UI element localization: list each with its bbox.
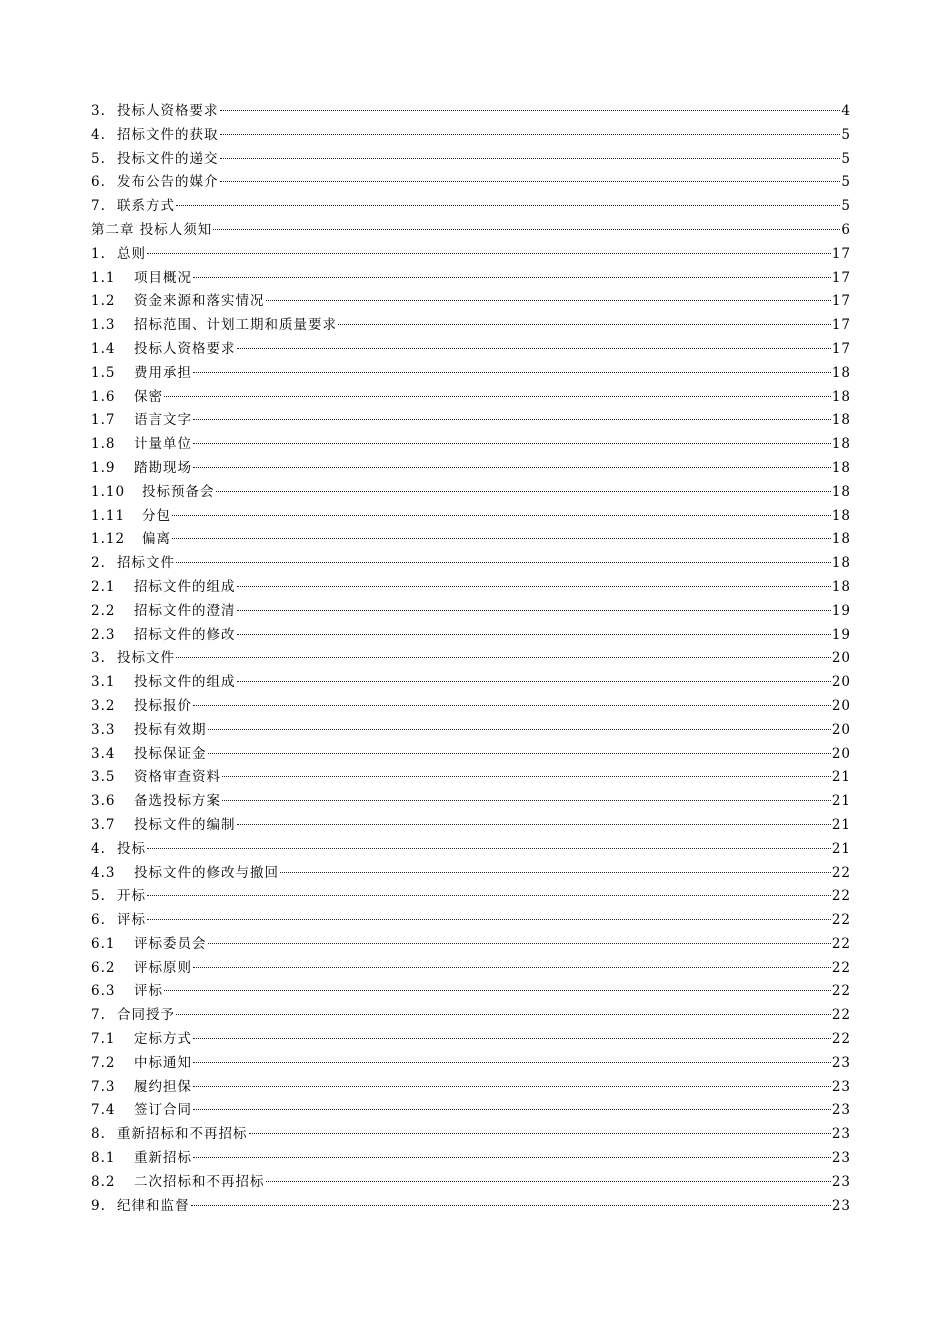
toc-entry[interactable]	[91, 362, 851, 386]
toc-entry-title: 开标	[117, 888, 146, 905]
toc-entry[interactable]	[91, 1076, 851, 1100]
toc-entry-title: 二次招标和不再招标	[134, 1173, 265, 1190]
table-of-contents	[91, 100, 851, 1218]
toc-entry-title: 费用承担	[134, 364, 192, 381]
toc-entry-title: 计量单位	[134, 436, 192, 453]
toc-entry-page-number: 18	[831, 531, 851, 548]
toc-entry-number: 6.	[91, 912, 106, 929]
toc-entry-page-number: 22	[831, 864, 851, 881]
toc-entry-page-number: 21	[831, 793, 851, 810]
toc-entry[interactable]	[91, 624, 851, 648]
toc-dot-leader	[191, 1205, 831, 1206]
toc-dot-leader	[237, 348, 831, 349]
toc-entry[interactable]	[91, 219, 851, 243]
toc-entry-number: 4.	[91, 126, 106, 143]
toc-entry-page-number: 22	[831, 1007, 851, 1024]
toc-dot-leader	[193, 419, 831, 420]
toc-entry[interactable]	[91, 171, 851, 195]
toc-entry-number: 7.	[91, 198, 106, 215]
toc-dot-leader	[147, 253, 831, 254]
toc-entry-number: 6.	[91, 174, 106, 191]
toc-entry[interactable]	[91, 814, 851, 838]
toc-dot-leader	[216, 491, 831, 492]
toc-entry[interactable]	[91, 314, 851, 338]
toc-entry-page-number: 18	[831, 388, 851, 405]
toc-entry[interactable]	[91, 267, 851, 291]
toc-entry[interactable]	[91, 1171, 851, 1195]
toc-entry-title: 合同授予	[117, 1007, 175, 1024]
toc-entry-number: 1.9	[91, 459, 116, 476]
toc-entry-page-number: 22	[831, 935, 851, 952]
toc-entry-page-number: 21	[831, 769, 851, 786]
toc-entry-page-number: 22	[831, 888, 851, 905]
toc-entry-page-number: 20	[831, 721, 851, 738]
toc-entry[interactable]	[91, 552, 851, 576]
toc-entry-number: 8.1	[91, 1150, 116, 1167]
toc-entry-page-number: 21	[831, 840, 851, 857]
toc-entry-title: 资金来源和落实情况	[134, 293, 265, 310]
toc-entry-title: 履约担保	[134, 1078, 192, 1095]
toc-entry-page-number: 6	[841, 221, 851, 238]
toc-entry[interactable]	[91, 1147, 851, 1171]
toc-entry[interactable]	[91, 576, 851, 600]
toc-entry-page-number: 23	[831, 1078, 851, 1095]
toc-entry-title: 招标文件的澄清	[134, 602, 236, 619]
toc-entry-title: 投标报价	[134, 697, 192, 714]
toc-entry-page-number: 5	[841, 150, 851, 167]
toc-entry-page-number: 20	[831, 650, 851, 667]
toc-entry-page-number: 23	[831, 1126, 851, 1143]
toc-entry-page-number: 20	[831, 674, 851, 691]
toc-entry-number: 7.1	[91, 1031, 116, 1048]
toc-entry-title: 招标文件的获取	[117, 126, 219, 143]
toc-entry-title: 投标文件的修改与撤回	[134, 864, 279, 881]
toc-entry-number: 3.5	[91, 769, 116, 786]
toc-entry-title: 第二章 投标人须知	[91, 221, 213, 238]
toc-entry-title: 重新招标	[134, 1150, 192, 1167]
toc-dot-leader	[193, 1062, 831, 1063]
toc-entry-title: 投标人资格要求	[117, 103, 219, 119]
toc-entry[interactable]	[91, 1195, 851, 1219]
toc-entry-title: 投标文件的组成	[134, 674, 236, 691]
toc-dot-leader	[172, 538, 831, 539]
toc-entry-page-number: 23	[831, 1150, 851, 1167]
toc-entry[interactable]	[91, 862, 851, 886]
toc-entry[interactable]	[91, 505, 851, 529]
toc-entry-number: 3.	[91, 650, 106, 667]
toc-entry-page-number: 18	[831, 436, 851, 453]
toc-entry[interactable]	[91, 600, 851, 624]
toc-entry-number: 9.	[91, 1197, 106, 1214]
toc-entry-page-number: 17	[831, 269, 851, 286]
toc-entry-title: 招标范围、计划工期和质量要求	[134, 317, 337, 334]
toc-dot-leader	[237, 681, 831, 682]
toc-entry-page-number: 4	[841, 103, 851, 119]
toc-entry-number: 3.	[91, 103, 106, 119]
toc-dot-leader	[266, 1181, 831, 1182]
toc-entry-number: 1.2	[91, 293, 116, 310]
toc-entry[interactable]	[91, 481, 851, 505]
toc-entry-number: 7.3	[91, 1078, 116, 1095]
toc-entry-number: 7.4	[91, 1102, 116, 1119]
toc-dot-leader	[213, 229, 840, 230]
toc-entry-number: 7.2	[91, 1054, 116, 1071]
toc-entry-page-number: 22	[831, 912, 851, 929]
toc-dot-leader	[193, 443, 831, 444]
toc-entry-number: 8.	[91, 1126, 106, 1143]
toc-entry-page-number: 22	[831, 959, 851, 976]
toc-entry-number: 1.4	[91, 340, 116, 357]
toc-dot-leader	[208, 943, 831, 944]
toc-entry-title: 分包	[142, 507, 171, 524]
toc-entry-number: 2.	[91, 555, 106, 572]
toc-entry-title: 评标	[117, 912, 146, 929]
toc-entry[interactable]	[91, 671, 851, 695]
toc-entry-title: 语言文字	[134, 412, 192, 429]
toc-entry-title: 投标人资格要求	[134, 340, 236, 357]
toc-dot-leader	[176, 657, 831, 658]
toc-entry[interactable]	[91, 743, 851, 767]
toc-entry-title: 中标通知	[134, 1054, 192, 1071]
toc-entry[interactable]	[91, 719, 851, 743]
toc-entry[interactable]	[91, 195, 851, 219]
toc-dot-leader	[237, 634, 831, 635]
toc-entry[interactable]	[91, 409, 851, 433]
toc-dot-leader	[193, 967, 831, 968]
toc-dot-leader	[249, 1133, 831, 1134]
toc-entry[interactable]	[91, 1052, 851, 1076]
toc-dot-leader	[147, 848, 831, 849]
toc-entry-title: 评标原则	[134, 959, 192, 976]
toc-entry-page-number: 5	[841, 174, 851, 191]
toc-entry-number: 1.3	[91, 317, 116, 334]
toc-entry[interactable]	[91, 100, 851, 124]
toc-dot-leader	[220, 110, 841, 111]
toc-dot-leader	[237, 824, 831, 825]
toc-dot-leader	[147, 895, 831, 896]
toc-entry-title: 投标预备会	[142, 483, 215, 500]
toc-entry-title: 踏勘现场	[134, 459, 192, 476]
toc-entry-title: 投标文件	[117, 650, 175, 667]
toc-entry-number: 3.4	[91, 745, 116, 762]
toc-entry-page-number: 19	[831, 602, 851, 619]
toc-dot-leader	[164, 396, 831, 397]
toc-entry[interactable]	[91, 766, 851, 790]
toc-entry-title: 保密	[134, 388, 163, 405]
toc-entry-title: 总则	[117, 245, 146, 262]
toc-entry-title: 投标文件的编制	[134, 816, 236, 833]
toc-entry-number: 1.11	[91, 507, 126, 524]
toc-entry-page-number: 22	[831, 983, 851, 1000]
toc-entry[interactable]	[91, 1004, 851, 1028]
toc-entry-number: 6.2	[91, 959, 116, 976]
toc-entry-page-number: 23	[831, 1197, 851, 1214]
toc-entry-page-number: 20	[831, 745, 851, 762]
toc-entry-number: 1.1	[91, 269, 116, 286]
toc-entry-title: 资格审查资料	[134, 769, 221, 786]
toc-entry-title: 招标文件	[117, 555, 175, 572]
toc-entry[interactable]	[91, 885, 851, 909]
toc-entry-page-number: 20	[831, 697, 851, 714]
toc-entry-number: 2.3	[91, 626, 116, 643]
toc-entry-number: 6.3	[91, 983, 116, 1000]
toc-dot-leader	[164, 990, 831, 991]
toc-entry-title: 签订合同	[134, 1102, 192, 1119]
toc-entry-page-number: 17	[831, 293, 851, 310]
toc-entry-page-number: 23	[831, 1054, 851, 1071]
toc-entry[interactable]	[91, 790, 851, 814]
toc-entry[interactable]	[91, 290, 851, 314]
toc-entry[interactable]	[91, 909, 851, 933]
toc-dot-leader	[208, 753, 831, 754]
toc-entry-number: 3.1	[91, 674, 116, 691]
toc-entry-title: 重新招标和不再招标	[117, 1126, 248, 1143]
toc-entry[interactable]	[91, 695, 851, 719]
toc-entry-title: 纪律和监督	[117, 1197, 190, 1214]
toc-entry-number: 2.2	[91, 602, 116, 619]
toc-dot-leader	[193, 277, 831, 278]
toc-entry[interactable]	[91, 1099, 851, 1123]
toc-dot-leader	[176, 1014, 831, 1015]
toc-entry-title: 投标保证金	[134, 745, 207, 762]
toc-entry-number: 3.6	[91, 793, 116, 810]
toc-entry-number: 3.2	[91, 697, 116, 714]
toc-entry[interactable]	[91, 457, 851, 481]
toc-entry[interactable]	[91, 1028, 851, 1052]
toc-entry-page-number: 18	[831, 507, 851, 524]
toc-dot-leader	[338, 324, 831, 325]
toc-entry-number: 1.12	[91, 531, 126, 548]
toc-entry-title: 定标方式	[134, 1031, 192, 1048]
toc-dot-leader	[193, 1157, 831, 1158]
toc-entry[interactable]	[91, 933, 851, 957]
toc-entry-page-number: 23	[831, 1102, 851, 1119]
toc-entry-title: 备选投标方案	[134, 793, 221, 810]
toc-entry[interactable]	[91, 433, 851, 457]
toc-dot-leader	[220, 181, 841, 182]
toc-entry[interactable]	[91, 148, 851, 172]
toc-entry-page-number: 18	[831, 412, 851, 429]
toc-entry-number: 5.	[91, 150, 106, 167]
toc-entry-page-number: 17	[831, 245, 851, 262]
toc-entry-title: 招标文件的组成	[134, 578, 236, 595]
toc-entry-title: 投标	[117, 840, 146, 857]
toc-entry-number: 1.10	[91, 483, 126, 500]
toc-dot-leader	[280, 872, 831, 873]
toc-entry-title: 偏离	[142, 531, 171, 548]
toc-dot-leader	[193, 705, 831, 706]
toc-dot-leader	[193, 1086, 831, 1087]
toc-entry-title: 项目概况	[134, 269, 192, 286]
toc-entry-number: 4.3	[91, 864, 116, 881]
toc-dot-leader	[208, 729, 831, 730]
toc-entry-page-number: 18	[831, 364, 851, 381]
toc-entry-page-number: 19	[831, 626, 851, 643]
toc-entry-page-number: 22	[831, 1031, 851, 1048]
toc-entry[interactable]	[91, 338, 851, 362]
toc-dot-leader	[237, 586, 831, 587]
toc-dot-leader	[222, 776, 831, 777]
toc-entry[interactable]	[91, 528, 851, 552]
toc-dot-leader	[176, 562, 831, 563]
toc-dot-leader	[220, 134, 841, 135]
toc-entry-title: 评标委员会	[134, 935, 207, 952]
toc-entry-page-number: 23	[831, 1173, 851, 1190]
toc-entry-page-number: 18	[831, 578, 851, 595]
toc-entry-number: 1.	[91, 245, 106, 262]
toc-entry-number: 1.8	[91, 436, 116, 453]
toc-entry-number: 2.1	[91, 578, 116, 595]
toc-entry[interactable]	[91, 386, 851, 410]
toc-dot-leader	[193, 1038, 831, 1039]
toc-entry-page-number: 18	[831, 555, 851, 572]
toc-entry-page-number: 17	[831, 317, 851, 334]
toc-entry-page-number: 5	[841, 126, 851, 143]
toc-dot-leader	[266, 300, 831, 301]
toc-entry-title: 发布公告的媒介	[117, 174, 219, 191]
toc-dot-leader	[176, 205, 840, 206]
toc-entry-title: 投标文件的递交	[117, 150, 219, 167]
toc-entry-number: 1.5	[91, 364, 116, 381]
toc-entry[interactable]	[91, 243, 851, 267]
toc-dot-leader	[172, 515, 831, 516]
toc-entry-number: 3.3	[91, 721, 116, 738]
toc-dot-leader	[237, 610, 831, 611]
toc-entry-title: 评标	[134, 983, 163, 1000]
toc-entry-number: 6.1	[91, 935, 116, 952]
toc-entry-page-number: 5	[841, 198, 851, 215]
toc-entry-page-number: 17	[831, 340, 851, 357]
toc-entry-number: 1.6	[91, 388, 116, 405]
toc-dot-leader	[220, 158, 841, 159]
toc-entry[interactable]	[91, 838, 851, 862]
toc-entry-number: 3.7	[91, 816, 116, 833]
toc-dot-leader	[193, 1109, 831, 1110]
toc-entry-page-number: 18	[831, 483, 851, 500]
toc-dot-leader	[147, 919, 831, 920]
toc-entry[interactable]	[91, 647, 851, 671]
toc-entry[interactable]	[91, 124, 851, 148]
toc-dot-leader	[222, 800, 831, 801]
toc-entry-title: 招标文件的修改	[134, 626, 236, 643]
toc-entry-number: 4.	[91, 840, 106, 857]
toc-entry-number: 5.	[91, 888, 106, 905]
toc-dot-leader	[193, 372, 831, 373]
toc-entry-number: 7.	[91, 1007, 106, 1024]
toc-entry-number: 1.7	[91, 412, 116, 429]
toc-entry-title: 投标有效期	[134, 721, 207, 738]
toc-entry-page-number: 21	[831, 816, 851, 833]
toc-entry-page-number: 18	[831, 459, 851, 476]
toc-entry-title: 联系方式	[117, 198, 175, 215]
toc-entry[interactable]	[91, 957, 851, 981]
toc-entry-number: 8.2	[91, 1173, 116, 1190]
toc-entry[interactable]	[91, 1123, 851, 1147]
toc-dot-leader	[193, 467, 831, 468]
toc-entry[interactable]	[91, 980, 851, 1004]
